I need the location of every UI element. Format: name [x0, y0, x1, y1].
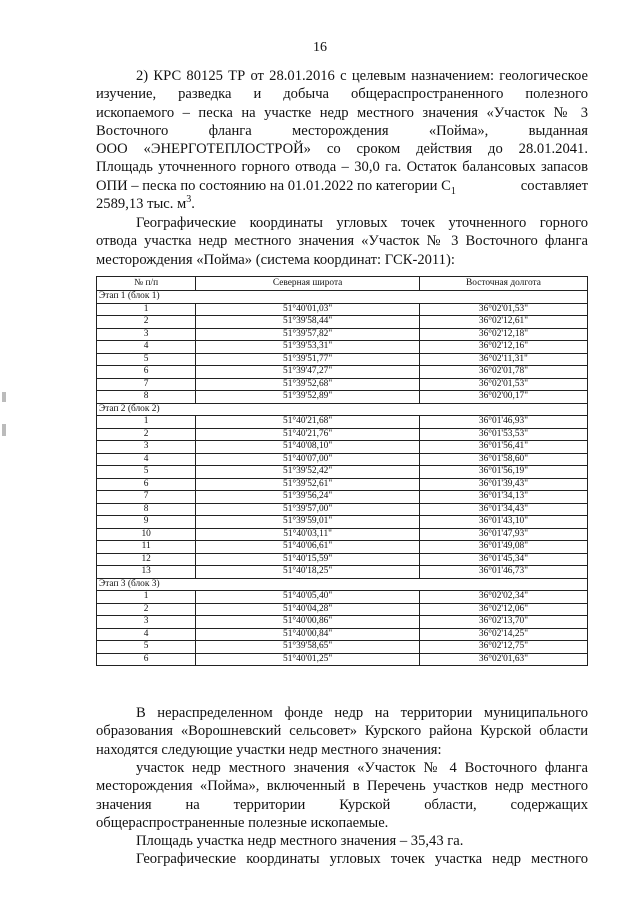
latitude-cell: 51°40'21,68" — [196, 416, 420, 429]
point-number: 4 — [97, 453, 196, 466]
table-row — [97, 541, 588, 554]
point-number: 5 — [97, 353, 196, 366]
latitude-cell: 51°40'08,10" — [196, 441, 420, 454]
point-number: 12 — [97, 553, 196, 566]
paragraph-coordinates-site-4 — [96, 850, 588, 868]
latitude-cell: 51°40'01,25" — [196, 653, 420, 666]
table-row — [97, 566, 588, 579]
latitude-cell: 51°39'51,77" — [196, 353, 420, 366]
category-subscript: 1 — [450, 185, 456, 196]
latitude-cell: 51°40'04,28" — [196, 603, 420, 616]
table-row — [97, 378, 588, 391]
longitude-cell: 36°01'46,93" — [419, 416, 587, 429]
table-row — [97, 491, 588, 504]
point-number: 11 — [97, 541, 196, 554]
table-row — [97, 478, 588, 491]
latitude-cell: 51°39'52,68" — [196, 378, 420, 391]
para1-line-6: Площадь уточненного горного отвода – 30,0 га. Остаток балансовых запасов — [96, 159, 588, 176]
point-number: 8 — [97, 503, 196, 516]
para4-line-4: общераспространенные полезные ископаемые. — [96, 814, 389, 831]
stage-row — [97, 578, 588, 591]
longitude-cell: 36°02'11,31" — [419, 353, 587, 366]
longitude-cell: 36°02'00,17" — [419, 391, 587, 404]
latitude-cell: 51°39'52,89" — [196, 391, 420, 404]
longitude-cell: 36°01'34,43" — [419, 503, 587, 516]
paragraph-unallocated-fund — [96, 704, 588, 759]
latitude-cell: 51°40'15,59" — [196, 553, 420, 566]
point-number: 4 — [97, 341, 196, 354]
point-number: 8 — [97, 391, 196, 404]
table-header-row — [97, 277, 588, 291]
longitude-cell: 36°02'01,63" — [419, 653, 587, 666]
latitude-cell: 51°39'56,24" — [196, 491, 420, 504]
longitude-cell: 36°02'01,53" — [419, 303, 587, 316]
latitude-cell: 51°40'05,40" — [196, 591, 420, 604]
longitude-cell: 36°02'02,34" — [419, 591, 587, 604]
table-row — [97, 416, 588, 429]
longitude-cell: 36°01'56,41" — [419, 441, 587, 454]
para1-line-7-text: ОПИ – песка по состоянию на 01.01.2022 по категории C — [96, 177, 451, 194]
para1-line-8-end: . — [191, 196, 195, 213]
para1-line-1: 2) КРС 80125 ТР от 28.01.2016 с целевым назначением: геологическое — [136, 68, 588, 84]
coordinates-table-body — [97, 291, 588, 666]
point-number: 4 — [97, 628, 196, 641]
latitude-cell: 51°40'00,84" — [196, 628, 420, 641]
para3-line-2: образования «Ворошневский сельсовет» Курского района Курской области — [96, 723, 588, 740]
stage-title: Этап 1 (блок 1) — [97, 291, 588, 304]
point-number: 3 — [97, 441, 196, 454]
longitude-cell: 36°02'01,78" — [419, 366, 587, 379]
table-row — [97, 616, 588, 629]
latitude-cell: 51°39'57,00" — [196, 503, 420, 516]
latitude-cell: 51°39'57,82" — [196, 328, 420, 341]
latitude-cell: 51°40'01,03" — [196, 303, 420, 316]
unit-superscript: 3 — [186, 195, 192, 206]
table-row — [97, 428, 588, 441]
para3-line-1: В нераспределенном фонде недр на территории муниципального — [136, 705, 588, 721]
point-number: 2 — [97, 316, 196, 329]
header-number: № п/п — [97, 277, 196, 291]
point-number: 6 — [97, 478, 196, 491]
longitude-cell: 36°02'01,53" — [419, 378, 587, 391]
longitude-cell: 36°02'12,61" — [419, 316, 587, 329]
latitude-cell: 51°39'53,31" — [196, 341, 420, 354]
longitude-cell: 36°01'43,10" — [419, 516, 587, 529]
latitude-cell: 51°39'59,01" — [196, 516, 420, 529]
point-number: 10 — [97, 528, 196, 541]
longitude-cell: 36°01'39,43" — [419, 478, 587, 491]
stage-row — [97, 291, 588, 304]
longitude-cell: 36°02'12,16" — [419, 341, 587, 354]
page-number: 16 — [313, 40, 327, 55]
scan-mark — [2, 392, 6, 402]
para1-line-7-end: составляет — [520, 177, 588, 194]
longitude-cell: 36°02'14,25" — [419, 628, 587, 641]
longitude-cell: 36°01'34,13" — [419, 491, 587, 504]
header-longitude: Восточная долгота — [419, 277, 587, 291]
point-number: 1 — [97, 416, 196, 429]
point-number: 5 — [97, 466, 196, 479]
longitude-cell: 36°02'12,06" — [419, 603, 587, 616]
stage-title: Этап 2 (блок 2) — [97, 403, 588, 416]
table-row — [97, 353, 588, 366]
table-row — [97, 366, 588, 379]
table-row — [97, 516, 588, 529]
longitude-cell: 36°02'12,75" — [419, 641, 587, 654]
point-number: 2 — [97, 603, 196, 616]
longitude-cell: 36°02'13,70" — [419, 616, 587, 629]
para5-line: Площадь участка недр местного значения – 35,43 га. — [136, 833, 464, 849]
table-row — [97, 603, 588, 616]
longitude-cell: 36°01'53,53" — [419, 428, 587, 441]
para4-line-2: месторождения «Пойма», включенный в Перечень участков недр местного — [96, 778, 588, 795]
latitude-cell: 51°40'18,25" — [196, 566, 420, 579]
para1-line-8-text: 2589,13 тыс. м — [96, 196, 187, 213]
point-number: 7 — [97, 491, 196, 504]
latitude-cell: 51°39'52,42" — [196, 466, 420, 479]
table-row — [97, 341, 588, 354]
para1-line-5: ООО «ЭНЕРГОТЕПЛОСТРОЙ» со сроком действия до 28.01.2041. — [96, 141, 588, 158]
point-number: 2 — [97, 428, 196, 441]
para2-line-2: отвода участка недр местного значения «Участок № 3 Восточного фланга — [96, 233, 588, 250]
point-number: 5 — [97, 641, 196, 654]
para6-line: Географические координаты угловых точек участка недр местного — [136, 851, 588, 867]
point-number: 3 — [97, 328, 196, 341]
paragraph-coordinates-intro — [96, 214, 588, 269]
paragraph-site-4 — [96, 759, 588, 832]
table-row — [97, 466, 588, 479]
latitude-cell: 51°40'06,61" — [196, 541, 420, 554]
stage-title: Этап 3 (блок 3) — [97, 578, 588, 591]
point-number: 3 — [97, 616, 196, 629]
latitude-cell: 51°40'00,86" — [196, 616, 420, 629]
point-number: 13 — [97, 566, 196, 579]
point-number: 9 — [97, 516, 196, 529]
longitude-cell: 36°02'12,18" — [419, 328, 587, 341]
table-row — [97, 303, 588, 316]
paragraph-area — [96, 832, 588, 850]
latitude-cell: 51°39'58,65" — [196, 641, 420, 654]
table-row — [97, 316, 588, 329]
para1-line-2: изучение, разведка и добыча общераспространенного полезного — [96, 86, 588, 103]
longitude-cell: 36°01'45,34" — [419, 553, 587, 566]
point-number: 6 — [97, 653, 196, 666]
latitude-cell: 51°40'03,11" — [196, 528, 420, 541]
table-row — [97, 553, 588, 566]
table-row — [97, 641, 588, 654]
stage-row — [97, 403, 588, 416]
header-latitude: Северная широта — [196, 277, 420, 291]
table-row — [97, 503, 588, 516]
point-number: 7 — [97, 378, 196, 391]
table-row — [97, 628, 588, 641]
paragraph-license — [96, 67, 588, 213]
para1-line-7 — [96, 177, 588, 195]
para4-line-3: значения на территории Курской области, содержащих — [96, 796, 588, 813]
point-number: 6 — [97, 366, 196, 379]
table-row — [97, 391, 588, 404]
table-row — [97, 591, 588, 604]
table-row — [97, 441, 588, 454]
para1-line-8 — [96, 195, 588, 213]
latitude-cell: 51°40'21,76" — [196, 428, 420, 441]
longitude-cell: 36°01'56,19" — [419, 466, 587, 479]
latitude-cell: 51°40'07,00" — [196, 453, 420, 466]
latitude-cell: 51°39'47,27" — [196, 366, 420, 379]
para1-line-4: Восточного фланга месторождения «Пойма», выданная — [96, 122, 588, 139]
latitude-cell: 51°39'52,61" — [196, 478, 420, 491]
para4-line-1: участок недр местного значения «Участок № 4 Восточного фланга — [136, 760, 588, 776]
longitude-cell: 36°01'46,73" — [419, 566, 587, 579]
point-number: 1 — [97, 591, 196, 604]
para3-line-3: находятся следующие участки недр местного значения: — [96, 741, 442, 758]
point-number: 1 — [97, 303, 196, 316]
para2-line-1: Географические координаты угловых точек уточненного горного — [136, 215, 588, 231]
para1-line-3: ископаемого – песка на участке недр местного значения «Участок № 3 — [96, 104, 588, 121]
scan-mark — [2, 424, 6, 436]
longitude-cell: 36°01'49,08" — [419, 541, 587, 554]
longitude-cell: 36°01'58,60" — [419, 453, 587, 466]
para2-line-3: месторождения «Пойма» (система координат: ГСК-2011): — [96, 251, 455, 268]
table-row — [97, 328, 588, 341]
coordinates-table — [96, 276, 588, 666]
table-row — [97, 653, 588, 666]
table-row — [97, 528, 588, 541]
table-row — [97, 453, 588, 466]
longitude-cell: 36°01'47,93" — [419, 528, 587, 541]
latitude-cell: 51°39'58,44" — [196, 316, 420, 329]
